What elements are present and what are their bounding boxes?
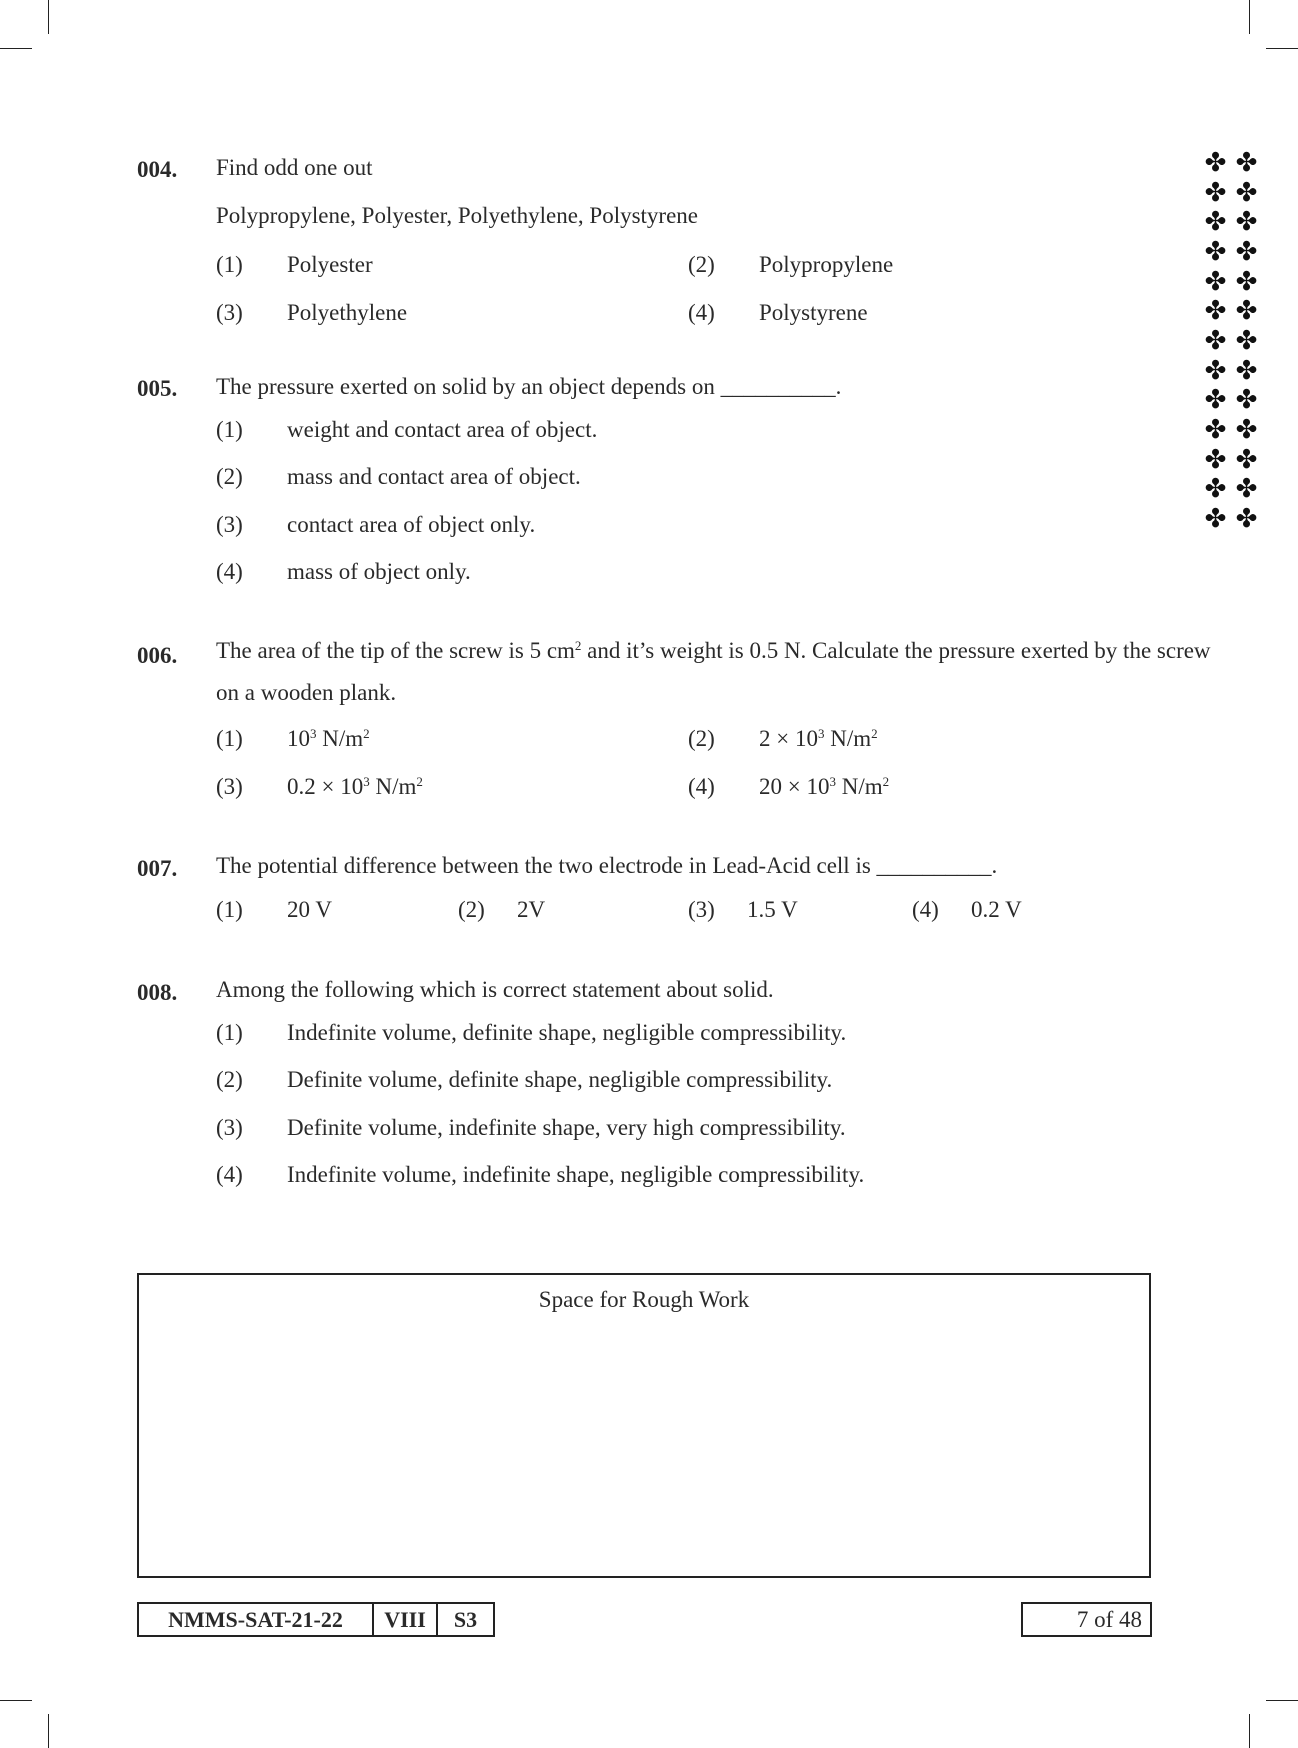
crop-mark: [0, 48, 32, 49]
ornament-cross-icon: ✤: [1235, 355, 1258, 386]
question-text: The potential difference between the two electrode in Lead-Acid cell is __________.: [216, 853, 998, 878]
option-text: Indefinite volume, definite shape, negligible compressibility.: [287, 1020, 847, 1045]
option-text: Polystyrene: [759, 300, 868, 325]
question-subtext: Polypropylene, Polyester, Polyethylene, Polystyrene: [216, 203, 699, 228]
ornament-cross-icon: ✤: [1235, 474, 1258, 505]
ornament-row: [1200, 326, 1262, 356]
ornament-cross-icon: ✤: [1204, 474, 1227, 505]
text-part: The area of the tip of the screw is 5 cm: [216, 638, 575, 663]
ornament-cross-icon: ✤: [1235, 385, 1258, 416]
question-number: 005.: [137, 376, 178, 401]
ornament-cross-icon: ✤: [1204, 266, 1227, 297]
option-number: (1): [216, 252, 243, 277]
option-text: 1.5 V: [747, 897, 798, 922]
ornament-cross-icon: ✤: [1204, 444, 1227, 475]
option-text: contact area of object only.: [287, 512, 536, 537]
question-text: Find odd one out: [216, 155, 373, 180]
option-number: (2): [216, 1067, 243, 1092]
ornament-row: [1200, 296, 1262, 326]
question-text: Among the following which is correct statement about solid.: [216, 977, 774, 1002]
ornament-cross-icon: ✤: [1235, 236, 1258, 267]
ornament-cross-icon: ✤: [1235, 207, 1258, 238]
option-number: (3): [216, 300, 243, 325]
text-part: and it’s weight is 0.5 N. Calculate the pressure exerted by the screw on a wooden plank.: [216, 638, 1211, 705]
option-text: Definite volume, indefinite shape, very high compressibility.: [287, 1115, 846, 1140]
option-number: (4): [912, 897, 939, 922]
ornament-cross-icon: ✤: [1204, 415, 1227, 446]
option-number: (3): [216, 774, 243, 799]
option-number: (4): [216, 559, 243, 584]
option-text: $0.2 \times 10^3$ $N/m^2$: [287, 774, 423, 799]
crop-mark: [0, 1700, 32, 1701]
ornament-cross-icon: ✤: [1204, 177, 1227, 208]
option-number: (1): [216, 1020, 243, 1045]
question-text: The pressure exerted on solid by an object depends on __________.: [216, 374, 842, 399]
option-text: 2V: [517, 897, 546, 922]
option-text: Polypropylene: [759, 252, 894, 277]
ornament-cross-icon: ✤: [1235, 177, 1258, 208]
ornament-cross-icon: ✤: [1204, 147, 1227, 178]
option-number: (3): [688, 897, 715, 922]
ornament-cross-icon: ✤: [1235, 147, 1258, 178]
ornament-row: [1200, 237, 1262, 267]
option-number: (4): [688, 300, 715, 325]
option-text: Definite volume, definite shape, negligible compressibility.: [287, 1067, 833, 1092]
option-text: mass and contact area of object.: [287, 464, 581, 489]
ornament-cross-icon: ✤: [1235, 296, 1258, 327]
ornament-cross-icon: ✤: [1235, 415, 1258, 446]
option-text: 20 V: [287, 897, 332, 922]
ornament-cross-icon: ✤: [1204, 207, 1227, 238]
question-number: 007.: [137, 856, 178, 881]
ornament-cross-icon: ✤: [1235, 325, 1258, 356]
option-number: (1): [216, 726, 243, 751]
option-number: (1): [216, 417, 243, 442]
option-number: (2): [458, 897, 485, 922]
ornament-cross-icon: ✤: [1204, 355, 1227, 386]
ornament-cross-icon: ✤: [1235, 266, 1258, 297]
option-text: 0.2 V: [971, 897, 1022, 922]
exam-code: NMMS-SAT-21-22: [139, 1604, 374, 1635]
ornament-row: [1200, 504, 1262, 534]
question-text: [216, 630, 1216, 714]
option-text: Indefinite volume, indefinite shape, negligible compressibility.: [287, 1162, 865, 1187]
crop-mark: [1249, 1714, 1250, 1748]
ornament-row: [1200, 475, 1262, 505]
ornament-cross-icon: ✤: [1204, 385, 1227, 416]
option-text: mass of object only.: [287, 559, 471, 584]
option-text: $2 \times 10^3$ $N/m^2$: [759, 726, 878, 751]
class-label: VIII: [374, 1604, 438, 1635]
option-text: $20 \times 10^3$ $N/m^2$: [759, 774, 890, 799]
option-text: Polyester: [287, 252, 373, 277]
crop-mark: [1266, 1700, 1298, 1701]
crop-mark: [48, 1714, 49, 1748]
option-text: $10^3$ $N/m^2$: [287, 726, 370, 751]
ornament-cross-icon: ✤: [1204, 296, 1227, 327]
option-text: weight and contact area of object.: [287, 417, 598, 442]
option-number: (1): [216, 897, 243, 922]
ornament-cross-icon: ✤: [1204, 325, 1227, 356]
crop-mark: [1266, 48, 1298, 49]
page-number: 7 of 48: [1021, 1602, 1152, 1637]
rough-work-box: [137, 1273, 1151, 1578]
option-number: (2): [216, 464, 243, 489]
set-label: S3: [453, 1606, 478, 1632]
ornament-cross-icon: ✤: [1235, 504, 1258, 535]
question-number: 008.: [137, 980, 178, 1005]
option-number: (2): [688, 252, 715, 277]
ornament-row: [1200, 445, 1262, 475]
option-number: (3): [216, 1115, 243, 1140]
ornament-cross-icon: ✤: [1235, 444, 1258, 475]
ornament-cross-icon: ✤: [1204, 504, 1227, 535]
crop-mark: [48, 0, 49, 34]
ornament-cross-icon: ✤: [1204, 236, 1227, 267]
superscript: 2: [574, 638, 582, 653]
ornament-row: [1200, 415, 1262, 445]
question-number: 006.: [137, 643, 178, 668]
footer-code-box: [137, 1602, 495, 1637]
crop-mark: [1249, 0, 1250, 34]
option-number: (4): [216, 1162, 243, 1187]
option-number: (2): [688, 726, 715, 751]
ornament-row: [1200, 267, 1262, 297]
rough-work-title: Space for Rough Work: [538, 1287, 750, 1312]
option-number: (3): [216, 512, 243, 537]
option-number: (4): [688, 774, 715, 799]
question-number: 004.: [137, 157, 178, 182]
option-text: Polyethylene: [287, 300, 408, 325]
